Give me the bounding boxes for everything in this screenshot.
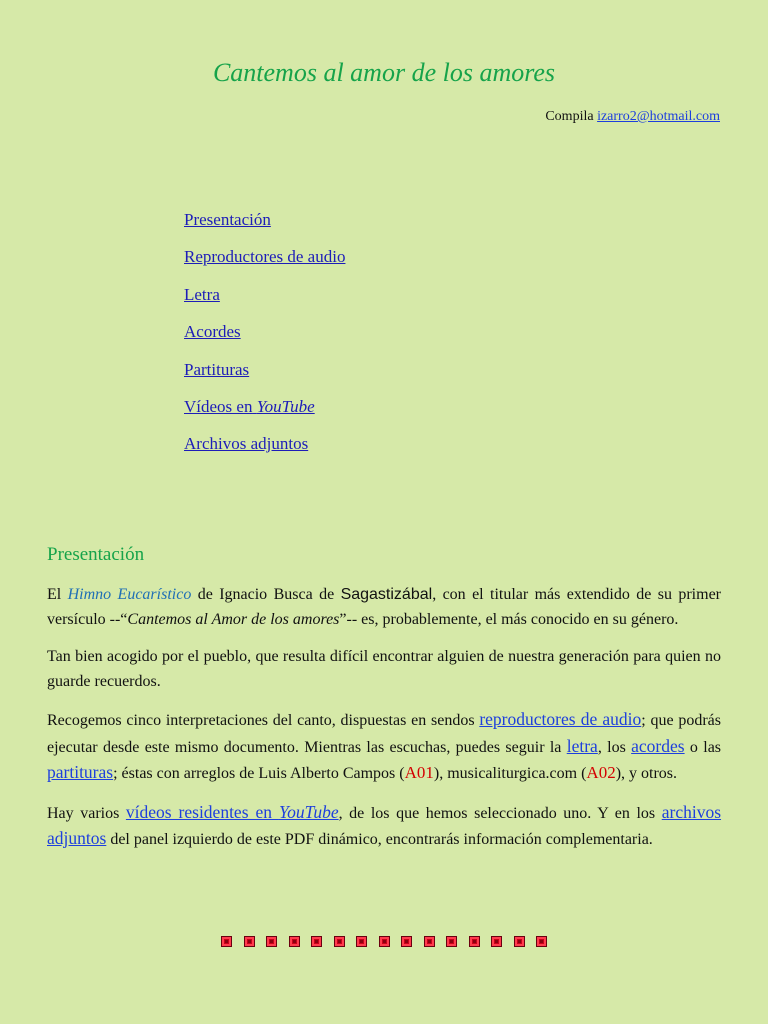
toc-link-partituras[interactable]: Partituras — [184, 359, 250, 379]
red-square-bullet-icon — [356, 936, 367, 947]
paragraph-3 — [47, 707, 721, 787]
sagastizabal-text: Sagastizábal — [340, 586, 433, 603]
red-square-bullet-icon — [379, 936, 390, 947]
section-body — [47, 583, 721, 866]
toc-link-archivos[interactable]: Archivos adjuntos — [184, 434, 309, 454]
toc-item-letra — [184, 285, 345, 322]
p4-text-2: , de los que hemos seleccionado uno. Y en los — [338, 804, 656, 822]
table-of-contents — [184, 210, 345, 472]
toc-link-acordes[interactable]: Acordes — [184, 322, 241, 342]
toc-item-partituras — [184, 360, 345, 397]
p3-text-3: , los — [597, 738, 626, 756]
p3-text-1: Recogemos cinco interpretaciones del canto, dispuestas en sendos — [47, 712, 475, 729]
red-square-bullet-icon — [514, 936, 525, 947]
ref-a02[interactable]: A02 — [586, 763, 616, 782]
toc-item-presentacion — [184, 210, 345, 247]
red-square-bullet-icon — [401, 936, 412, 947]
cantemos-quote: Cantemos al Amor de los amores — [127, 610, 340, 628]
p3-text-4: o las — [689, 738, 722, 756]
p4-text-3: del panel izquierdo de este PDF dinámico, encontrarás información complementaria. — [110, 831, 653, 848]
p1-text-4: ”-- es, probablemente, el más conocido en su género. — [339, 610, 679, 628]
red-square-bullet-icon — [244, 936, 255, 947]
p1-text-3: , con el titular más extendido de su primer versículo --“ — [47, 586, 722, 628]
red-square-bullet-icon — [446, 936, 457, 947]
toc-link-videos-youtube: YouTube — [256, 396, 315, 416]
toc-link-videos-text: Vídeos en — [184, 396, 253, 416]
videos-link-text: vídeos residentes en — [125, 801, 272, 822]
p3-text-5: ; éstas con arreglos de Luis Alberto Campos ( — [113, 765, 405, 782]
red-square-bullet-icon — [536, 936, 547, 947]
letra-link[interactable]: letra — [566, 735, 598, 756]
paragraph-1 — [47, 583, 721, 632]
decorative-bullet-row — [0, 936, 768, 947]
archivos-link[interactable]: archivos adjuntos — [47, 801, 722, 848]
toc-item-videos — [184, 397, 345, 434]
toc-link-presentacion[interactable]: Presentación — [184, 210, 271, 229]
red-square-bullet-icon — [469, 936, 480, 947]
videos-link-youtube: YouTube — [278, 801, 339, 822]
red-square-bullet-icon — [424, 936, 435, 947]
document-title: Cantemos al amor de los amores — [212, 58, 556, 87]
red-square-bullet-icon — [491, 936, 502, 947]
p1-text-2: de Ignacio Busca de — [197, 586, 335, 603]
section-heading-presentacion: Presentación — [47, 544, 145, 565]
acordes-link[interactable]: acordes — [631, 735, 685, 756]
toc-item-acordes — [184, 322, 345, 359]
toc-link-letra[interactable]: Letra — [184, 284, 220, 304]
toc-item-archivos — [184, 434, 345, 471]
reproductores-link[interactable]: reproductores de audio — [479, 709, 642, 729]
p3-text-7: ), y otros. — [615, 765, 678, 782]
himno-eucaristico-text: Himno Eucarístico — [67, 586, 192, 603]
p1-text-1: El — [47, 586, 62, 603]
red-square-bullet-icon — [311, 936, 322, 947]
p4-text-1: Hay varios — [47, 804, 120, 822]
red-square-bullet-icon — [266, 936, 277, 947]
toc-item-reproductores — [184, 247, 345, 284]
email-link[interactable]: izarro2@hotmail.com — [597, 109, 720, 124]
p3-text-2: ; que podrás ejecutar desde este mismo documento. Mientras las escuchas, puedes seguir la — [47, 712, 722, 756]
toc-link-videos[interactable] — [184, 397, 315, 416]
red-square-bullet-icon — [221, 936, 232, 947]
compiler-credit — [545, 109, 720, 125]
videos-link[interactable] — [126, 802, 339, 822]
ref-a01[interactable]: A01 — [404, 763, 434, 782]
toc-link-reproductores[interactable]: Reproductores de audio — [184, 247, 346, 267]
paragraph-2: Tan bien acogido por el pueblo, que resulta difícil encontrar alguien de nuestra generación para quien no guarde recuerdos. — [47, 648, 721, 690]
red-square-bullet-icon — [289, 936, 300, 947]
p3-text-6: ), musicaliturgica.com ( — [433, 765, 587, 782]
paragraph-4 — [47, 800, 721, 853]
partituras-link[interactable]: partituras — [47, 762, 114, 782]
red-square-bullet-icon — [334, 936, 345, 947]
compila-label: Compila — [545, 109, 594, 124]
